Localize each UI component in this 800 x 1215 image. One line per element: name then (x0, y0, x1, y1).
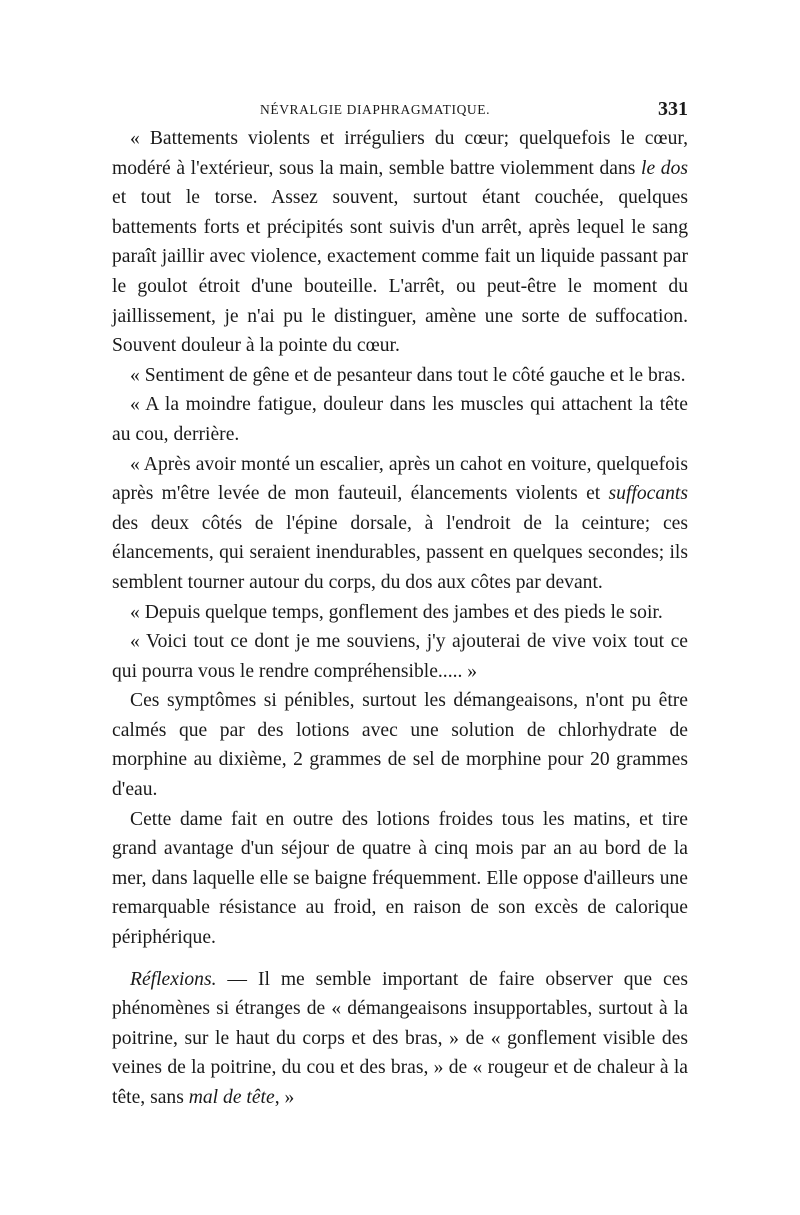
book-page (112, 98, 688, 1113)
paragraph-left-side: « Sentiment de gêne et de pesanteur dans tout le côté gauche et le bras. (130, 364, 686, 386)
paragraph-reflections-text-b: , » (274, 1087, 295, 1108)
running-title: NÉVRALGIE DIAPHRAGMATIQUE. (260, 102, 491, 117)
paragraph-treatment: Ces symptômes si pénibles, surtout les démangeaisons, n'ont pu être calmés que par des lotions avec une solution de chlorhydrate de morphine au dixième, 2 grammes de sel de morphine pour 20 grammes d'eau. (112, 690, 688, 801)
paragraph-heartbeat-text-a: « Battements violents et irréguliers du cœur; quelquefois le cœur, modéré à l'extérieur, sous la main, semble battre violemment dans (112, 128, 688, 179)
paragraph-heartbeat-italic: le dos (641, 157, 688, 179)
paragraph-spine-text-a: « Après avoir monté un escalier, après un cahot en voiture, quelquefois après m'être levée de mon fauteuil, élancements violents et (112, 453, 688, 505)
page-number: 331 (658, 98, 688, 120)
paragraph-closing-quote: « Voici tout ce dont je me souviens, j'y ajouterai de vive voix tout ce qui pourra vous le rendre compréhensible..... » (112, 631, 688, 682)
paragraph-heartbeat (112, 124, 688, 361)
paragraph-reflections-italic: mal de tête (188, 1087, 275, 1108)
reflections-heading: Réflexions. (130, 968, 217, 990)
paragraph-cold-lotions: Cette dame fait en outre des lotions froides tous les matins, et tire grand avantage d'un séjour de quatre à cinq mois par an au bord de la mer, dans laquelle elle se baigne fréquemment. Elle oppose d'ailleurs une remarquable résistance au froid, en raison de son excès de calorique périphérique. (112, 808, 688, 949)
paragraph-spine-italic: suffocants (608, 483, 688, 505)
paragraph-reflections (112, 965, 688, 1113)
paragraph-swelling: « Depuis quelque temps, gonflement des jambes et des pieds le soir. (130, 601, 663, 623)
paragraph-heartbeat-text-b: et tout le torse. Assez souvent, surtout étant couchée, quelques battements forts et précipités sont suivis d'un arrêt, après lequel le sang paraît jaillir avec violence, exactement comme fait un liquide passant par le goulot étroit d'une bouteille. L'arrêt, ou peut-être le moment du jaillissement, je n'ai pu le distinguer, amène une sorte de suffocation. Souvent douleur à la pointe du cœur. (112, 187, 688, 357)
paragraph-neck-pain: « A la moindre fatigue, douleur dans les muscles qui attachent la tête au cou, derrière. (112, 394, 688, 445)
paragraph-reflections-text-a: — Il me semble important de faire observer que ces phénomènes si étranges de « démangeaisons insupportables, surtout à la poitrine, sur le haut du corps et des bras, » de « gonflement visible des veines de la poitrine, du cou et des bras, » de « rougeur et de chaleur à la tête, sans (112, 968, 688, 1108)
paragraph-spine-text-b: des deux côtés de l'épine dorsale, à l'endroit de la ceinture; ces élancements, qui seraient inendurables, passent en quelques secondes; ils semblent tourner autour du corps, du dos aux côtes par devant. (112, 512, 688, 593)
paragraph-spine-pain (112, 450, 688, 598)
body-text (112, 124, 688, 1113)
running-head (112, 98, 688, 124)
